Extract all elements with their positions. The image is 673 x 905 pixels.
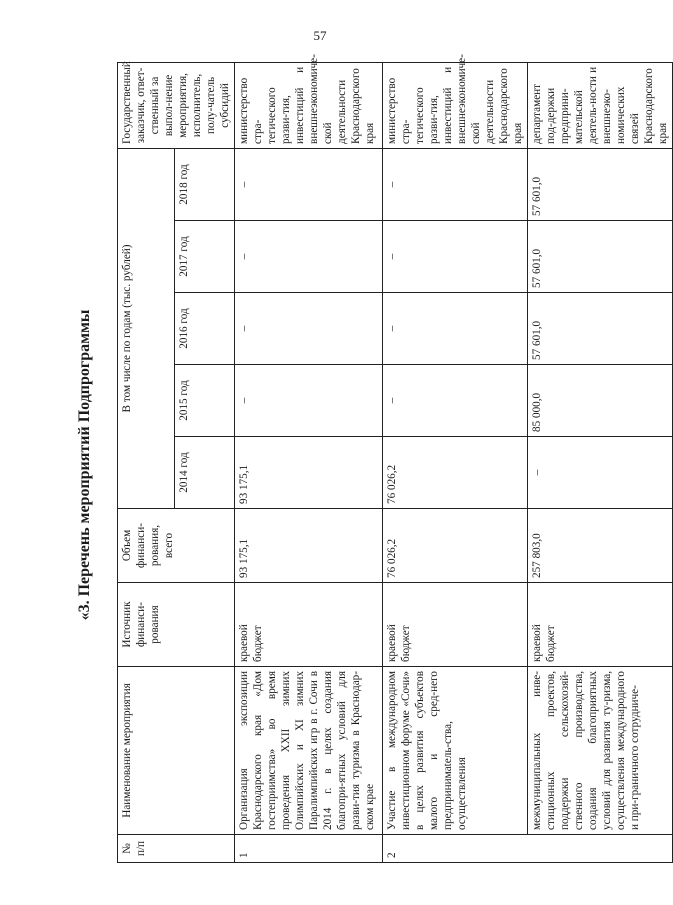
row-customer: департамент под-держки предприни-мательской деятель-ности и внешнеэко-номических связей Краснодарского края <box>528 62 673 148</box>
row-volume: 257 803,0 <box>528 509 673 583</box>
table-row <box>235 62 383 862</box>
header-num: № п/п <box>118 835 235 863</box>
measures-table <box>117 54 673 863</box>
row-2015: 85 000,0 <box>528 365 673 437</box>
header-2014: 2014 год <box>175 437 235 509</box>
row-2017: 57 601,0 <box>528 221 673 293</box>
row-2016: – <box>383 293 528 365</box>
row-2015: – <box>383 365 528 437</box>
row-num: 2 <box>383 835 673 863</box>
row-source: краевой бюджет <box>383 583 528 667</box>
row-name: межмуниципальных инве-стиционных проектов, поддержки сельскохозяй-ственного производства, создания благоприятных условий для развития ту-ризма, осуществления международного и при-граничного сотрудниче- <box>528 667 673 835</box>
row-name: Организация экспозиции Краснодарского края «Дом гостеприимства» во время проведения XXII зимних Олимпийских и XI зимних Паралимпийских игр в г. Сочи в 2014 г. в целях создания благопри-ятных условий для разви-тия туризма в Краснодар-ском крае <box>235 667 383 835</box>
header-2015: 2015 год <box>175 365 235 437</box>
header-volume: Объем финанси-рования, всего <box>118 509 235 583</box>
header-2018: 2018 год <box>175 148 235 220</box>
row-2014: 93 175,1 <box>235 437 383 509</box>
row-name: Участие в международном инвестиционном форуме «Сочи» в целях развития субъектов малого и сред-него предпринимatель-ства, осуществления <box>383 667 528 835</box>
row-2018: 57 601,0 <box>528 148 673 220</box>
header-2017: 2017 год <box>175 221 235 293</box>
row-2014: 76 026,2 <box>383 437 528 509</box>
row-source: краевой бюджет <box>235 583 383 667</box>
header-source: Источник финанси-рования <box>118 583 235 667</box>
row-2014: – <box>528 437 673 509</box>
row-2018: – <box>383 148 528 220</box>
row-2016: 57 601,0 <box>528 293 673 365</box>
row-2016: – <box>235 293 383 365</box>
row-customer: министерство стра-тегического разви-тия, инвестиций и внешнеэкономиче-ской деятельности Краснодарского края <box>383 62 528 148</box>
row-customer: министерство стра-тегического разви-тия, инвестиций и внешнеэкономиче-ской деятельности Краснодарского края <box>235 62 383 148</box>
row-source: краевой бюджет <box>528 583 673 667</box>
row-2018: – <box>235 148 383 220</box>
page-number: 57 <box>313 28 327 43</box>
header-by-years: В том числе по годам (тыс. рублей) <box>118 148 175 508</box>
row-num: 1 <box>235 835 383 863</box>
table-row <box>383 62 528 862</box>
row-volume: 93 175,1 <box>235 509 383 583</box>
document-title: «3. Перечень мероприятий Подпрограммы <box>76 309 93 621</box>
row-2017: – <box>235 221 383 293</box>
row-volume: 76 026,2 <box>383 509 528 583</box>
table-row <box>528 62 673 862</box>
header-row-1 <box>118 62 175 862</box>
header-name: Наименование мероприятия <box>118 667 235 835</box>
header-2016: 2016 год <box>175 293 235 365</box>
row-2017: – <box>383 221 528 293</box>
row-2015: – <box>235 365 383 437</box>
header-customer: Государственный заказчик, ответ-ственный за выпол-нение мероприятия, исполнитель, полу-чатель субсидий <box>118 62 235 148</box>
rotated-page-content <box>65 54 669 875</box>
